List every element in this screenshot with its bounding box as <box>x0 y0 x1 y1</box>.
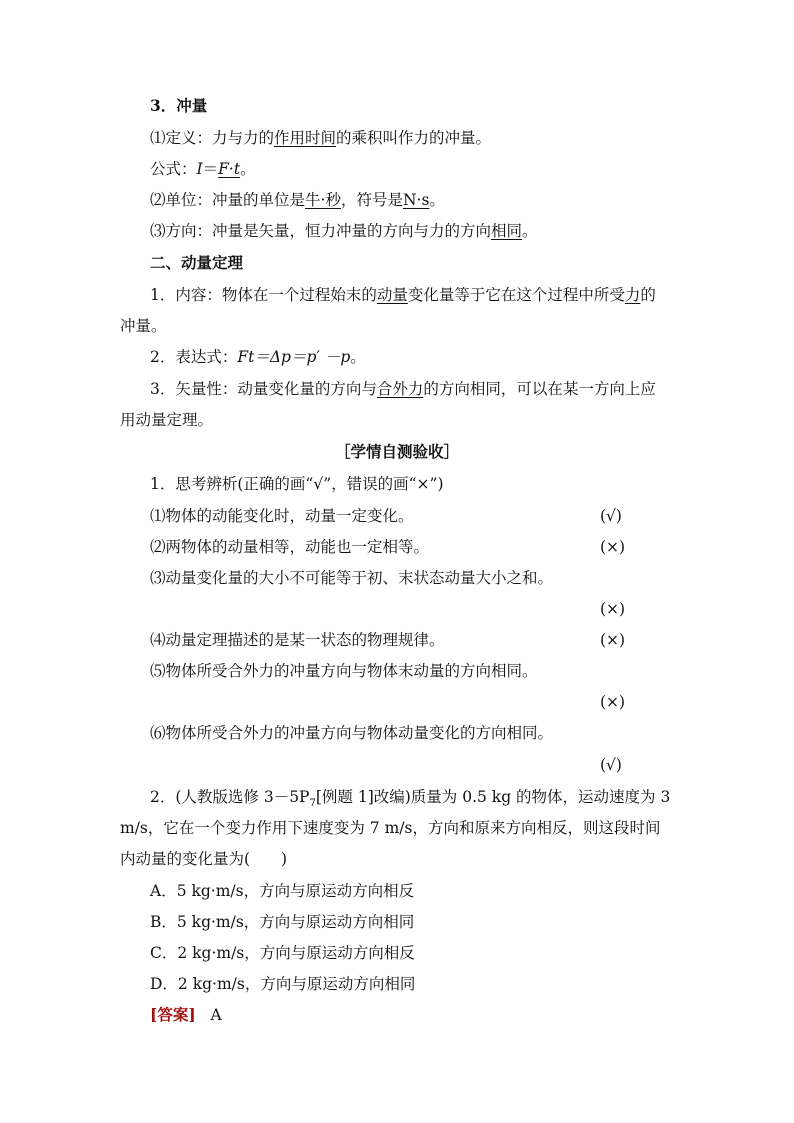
impulse-definition: ⑴定义：力与力的作用时间的乘积叫作力的冲量。 <box>150 129 492 147</box>
q1-item-5-mark: (×) <box>600 693 626 711</box>
answer-value: A <box>210 1006 222 1024</box>
q2-option-b: B．5 kg·m/s，方向与原运动方向相同 <box>150 913 415 931</box>
q1-item-2: ⑵两物体的动量相等，动能也一定相等。 <box>150 538 430 556</box>
q1-item-6: ⑹物体所受合外力的冲量方向与物体动量变化的方向相同。 <box>150 724 554 742</box>
theorem-expression: 2．表达式：Ft＝Δp＝p′ －p。 <box>150 348 366 366</box>
section-title-momentum-theorem: 二、动量定理 <box>150 253 244 272</box>
q1-item-1-mark: (√) <box>600 507 622 525</box>
q1-item-6-mark: (√) <box>600 756 622 774</box>
q1-item-2-mark: (×) <box>600 538 626 556</box>
answer-label: [答案] <box>150 1005 196 1024</box>
question-2-line3: 内动量的变化量为( ) <box>120 850 288 868</box>
impulse-unit: ⑵单位：冲量的单位是牛·秒，符号是N·s。 <box>150 191 445 209</box>
impulse-direction: ⑶方向：冲量是矢量，恒力冲量的方向与力的方向相同。 <box>150 222 538 240</box>
q1-item-1: ⑴物体的动能变化时，动量一定变化。 <box>150 507 414 525</box>
q2-option-c: C．2 kg·m/s，方向与原运动方向相反 <box>150 944 415 962</box>
q1-item-3-mark: (×) <box>600 600 626 618</box>
question-2-line2: m/s，它在一个变力作用下速度变为 7 m/s，方向和原来方向相反，则这段时间 <box>120 819 661 837</box>
theorem-vector-line1: 3．矢量性：动量变化量的方向与合外力的方向相同，可以在某一方向上应 <box>150 380 656 398</box>
question-1-title: 1．思考辨析(正确的画“√”，错误的画“×”) <box>150 475 444 493</box>
theorem-vector-line2: 用动量定理。 <box>120 411 214 429</box>
section-title-impulse: 3．冲量 <box>150 96 208 115</box>
q2-answer <box>150 1004 710 1026</box>
q2-option-d: D．2 kg·m/s，方向与原运动方向相同 <box>150 975 416 993</box>
q1-item-4-mark: (×) <box>600 631 626 649</box>
question-2-line1: 2．(人教版选修 $3-5P_7$[例题 1]改编)质量为 0.5 kg 的物体，运动速度为 3 <box>150 788 671 810</box>
q1-item-5: ⑸物体所受合外力的冲量方向与物体末动量的方向相同。 <box>150 662 538 680</box>
theorem-content-line2: 冲量。 <box>120 317 167 335</box>
theorem-content-line1: 1．内容：物体在一个过程始末的动量变化量等于它在这个过程中所受力的 <box>150 286 656 304</box>
self-test-section-title: ［学情自测验收］ <box>334 442 459 461</box>
impulse-formula: 公式：I＝F·t。 <box>150 160 256 178</box>
q1-item-3: ⑶动量变化量的大小不可能等于初、末状态动量大小之和。 <box>150 569 554 587</box>
q2-option-a: A．5 kg·m/s，方向与原运动方向相反 <box>150 882 415 900</box>
q1-item-4: ⑷动量定理描述的是某一状态的物理规律。 <box>150 631 445 649</box>
